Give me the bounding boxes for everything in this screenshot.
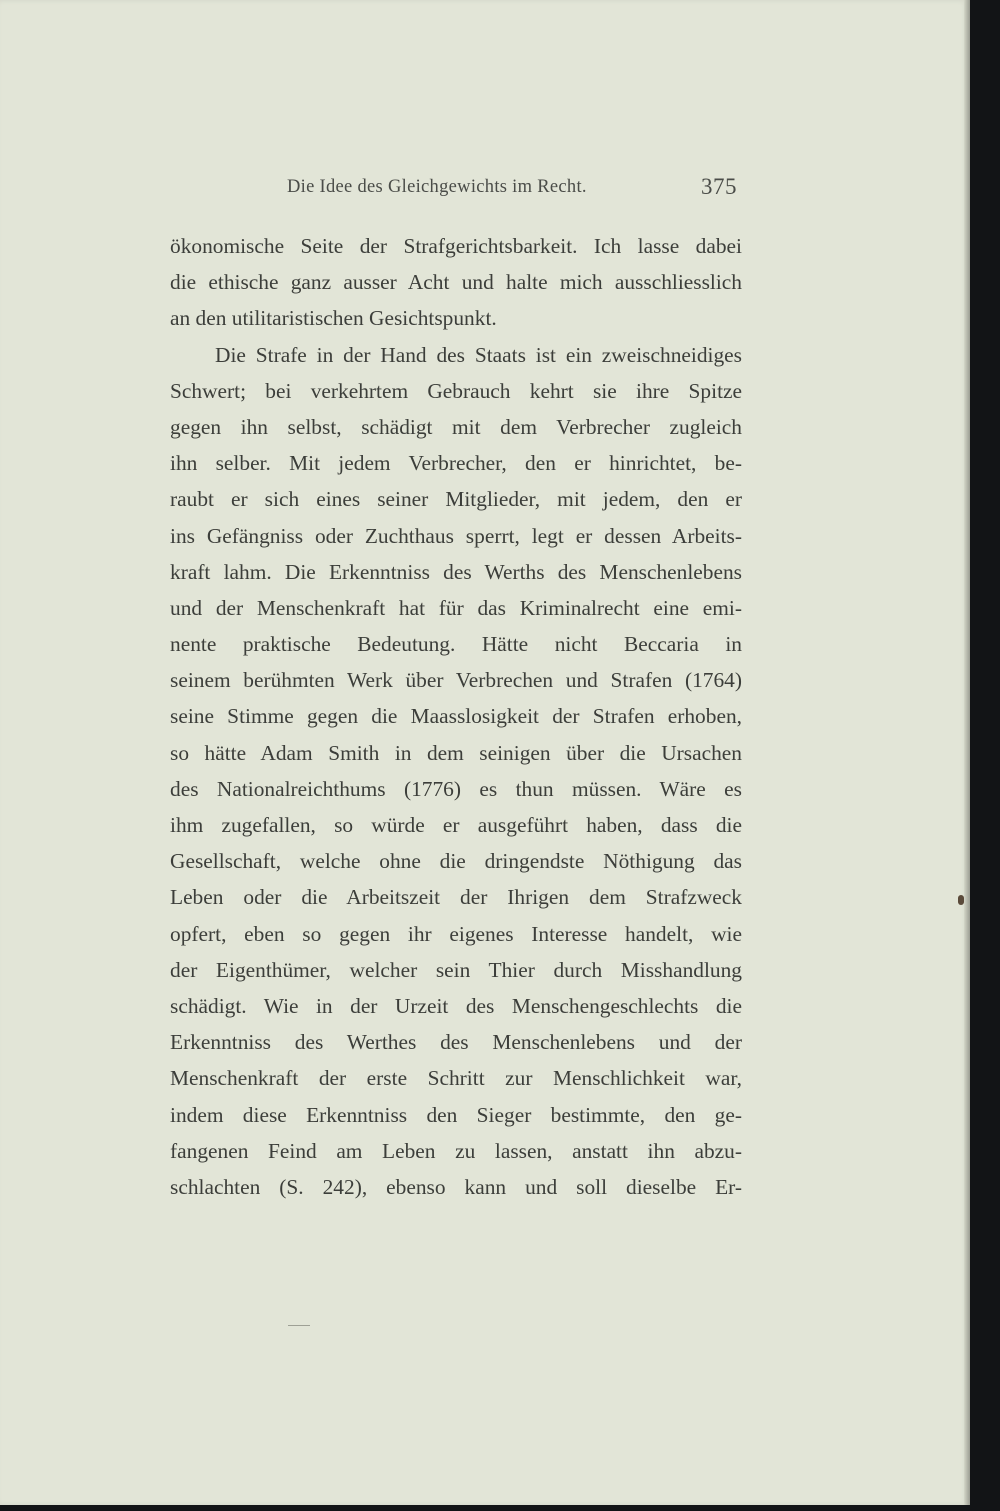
- text-line: ihm zugefallen, so würde er ausgeführt haben, dass die: [170, 813, 742, 837]
- text-line: Die Strafe in der Hand des Staats ist ein zweischneidiges: [215, 342, 742, 367]
- text-line: raubt er sich eines seiner Mitglieder, mit jedem, den er: [170, 487, 742, 512]
- text-line: schädigt. Wie in der Urzeit des Menschengeschlechts die: [170, 993, 742, 1018]
- text-line: nente praktische Bedeutung. Hätte nicht Beccaria in: [170, 632, 742, 657]
- text-line: an den utilitaristischen Gesichtspunkt.: [170, 306, 497, 331]
- text-line: Erkenntniss des Werthes des Menschenlebens und der: [170, 1030, 742, 1055]
- text-line: gegen ihn selbst, schädigt mit dem Verbrecher zugleich: [170, 414, 742, 439]
- text-line: so hätte Adam Smith in dem seinigen über die Ursachen: [170, 740, 742, 765]
- text-line: fangenen Feind am Leben zu lassen, anstatt ihn abzu-: [170, 1138, 742, 1163]
- footer-mark: [288, 1325, 310, 1326]
- text-line: Schwert; bei verkehrtem Gebrauch kehrt sie ihre Spitze: [170, 378, 742, 403]
- text-line: indem diese Erkenntniss den Sieger bestimmte, den ge-: [170, 1102, 742, 1127]
- text-line: der Eigenthümer, welcher sein Thier durch Misshandlung: [170, 957, 742, 982]
- page-header: [287, 174, 737, 207]
- body-text: [170, 228, 742, 1205]
- text-line: seine Stimme gegen die Maasslosigkeit der Strafen erhoben,: [170, 704, 742, 729]
- text-line: schlachten (S. 242), ebenso kann und soll dieselbe Er-: [170, 1174, 742, 1199]
- text-line: ökonomische Seite der Strafgerichtsbarkeit. Ich lasse dabei: [170, 234, 742, 258]
- text-line: des Nationalreichthums (1776) es thun müssen. Wäre es: [170, 776, 742, 801]
- text-line: ihn selber. Mit jedem Verbrecher, den er hinrichtet, be-: [170, 451, 742, 476]
- text-line: und der Menschenkraft hat für das Kriminalrecht eine emi-: [170, 595, 742, 620]
- page-blemish: [958, 895, 964, 905]
- text-line: seinem berühmten Werk über Verbrechen und Strafen (1764): [170, 668, 742, 693]
- text-line: Leben oder die Arbeitszeit der Ihrigen dem Strafzweck: [170, 885, 742, 910]
- text-line: kraft lahm. Die Erkenntniss des Werths des Menschenlebens: [170, 559, 742, 584]
- text-line: Menschenkraft der erste Schritt zur Menschlichkeit war,: [170, 1066, 742, 1091]
- page-edge: [964, 0, 970, 1505]
- text-line: die ethische ganz ausser Acht und halte mich ausschliesslich: [170, 270, 742, 295]
- page-number: 375: [701, 174, 737, 199]
- text-line: opfert, eben so gegen ihr eigenes Interesse handelt, wie: [170, 921, 742, 946]
- running-title: Die Idee des Gleichgewichts im Recht.: [287, 177, 587, 197]
- text-line: ins Gefängniss oder Zuchthaus sperrt, legt er dessen Arbeits-: [170, 523, 742, 548]
- text-line: Gesellschaft, welche ohne die dringendste Nöthigung das: [170, 849, 742, 874]
